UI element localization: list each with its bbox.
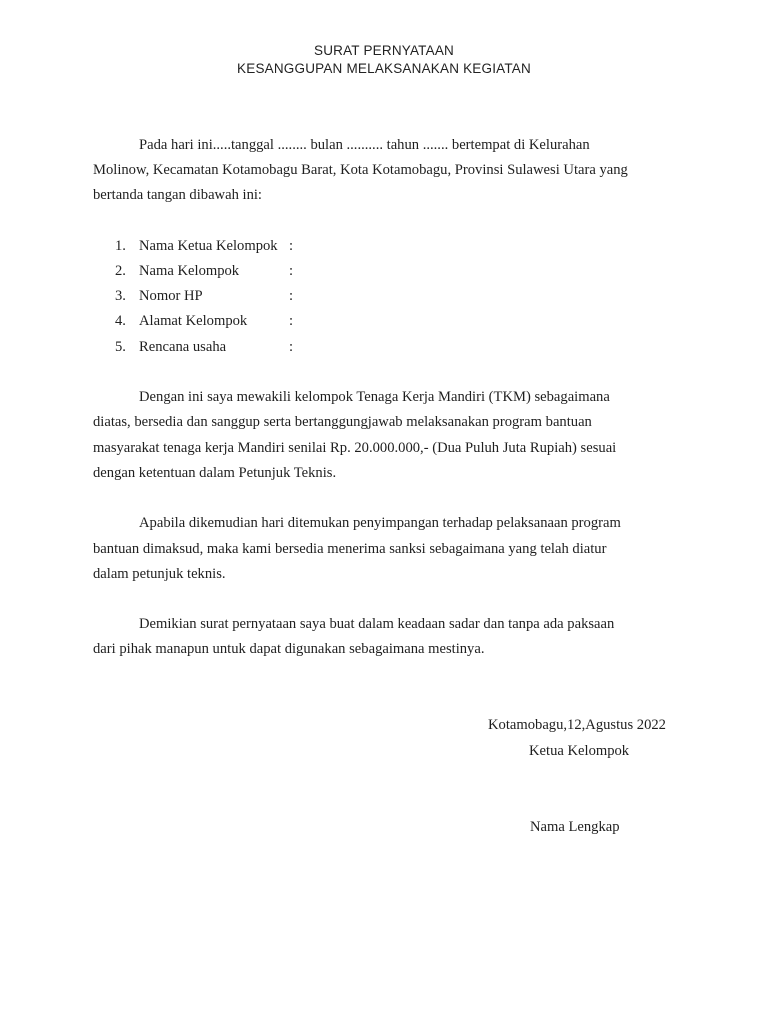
sanction-line-1: Apabila dikemudian hari ditemukan penyimpangan terhadap pelaksanaan program bbox=[139, 515, 621, 531]
list-item bbox=[0, 288, 768, 308]
list-item-colon: : bbox=[289, 263, 294, 279]
list-item-label: Nama Ketua Kelompok bbox=[139, 238, 278, 254]
statement-line-2: diatas, bersedia dan sanggup serta bertanggungjawab melaksanakan program bantuan bbox=[93, 414, 592, 430]
document-subtitle: KESANGGUPAN MELAKSANAKAN KEGIATAN bbox=[237, 61, 531, 76]
list-item-number: 1. bbox=[115, 238, 126, 254]
document-title: SURAT PERNYATAAN bbox=[314, 43, 454, 58]
closing-line-1: Demikian surat pernyataan saya buat dalam keadaan sadar dan tanpa ada paksaan bbox=[139, 616, 615, 632]
list-item bbox=[0, 339, 768, 359]
place-date: Kotamobagu,12,Agustus 2022 bbox=[488, 717, 666, 733]
statement-line-4: dengan ketentuan dalam Petunjuk Teknis. bbox=[93, 465, 337, 481]
statement-line-1: Dengan ini saya mewakili kelompok Tenaga Kerja Mandiri (TKM) sebagaimana bbox=[139, 389, 610, 405]
intro-line-1: Pada hari ini.....tanggal ........ bulan .......... tahun ....... bertempat di Kelurahan bbox=[139, 137, 590, 153]
intro-line-3: bertanda tangan dibawah ini: bbox=[93, 187, 262, 203]
list-item-label: Nama Kelompok bbox=[139, 263, 240, 279]
list-item-number: 2. bbox=[115, 263, 126, 279]
list-item-colon: : bbox=[289, 288, 294, 304]
sanction-line-2: bantuan dimaksud, maka kami bersedia menerima sanksi sebagaimana yang telah diatur bbox=[93, 541, 607, 557]
list-item-number: 3. bbox=[115, 288, 126, 304]
closing-line-2: dari pihak manapun untuk dapat digunakan sebagaimana mestinya. bbox=[93, 641, 485, 657]
list-item bbox=[0, 263, 768, 283]
list-item bbox=[0, 238, 768, 258]
intro-line-2: Molinow, Kecamatan Kotamobagu Barat, Kota Kotamobagu, Provinsi Sulawesi Utara yang bbox=[93, 162, 628, 178]
statement-line-3: masyarakat tenaga kerja Mandiri senilai Rp. 20.000.000,- (Dua Puluh Juta Rupiah) sesuai bbox=[93, 440, 617, 456]
sanction-line-3: dalam petunjuk teknis. bbox=[93, 566, 226, 582]
list-item bbox=[0, 313, 768, 333]
list-item-number: 5. bbox=[115, 339, 126, 355]
list-item-label: Nomor HP bbox=[139, 288, 203, 304]
list-item-label: Alamat Kelompok bbox=[139, 313, 248, 329]
list-item-colon: : bbox=[289, 313, 294, 329]
list-item-colon: : bbox=[289, 238, 294, 254]
signatory-name: Nama Lengkap bbox=[530, 819, 620, 835]
list-item-number: 4. bbox=[115, 313, 126, 329]
signatory-role: Ketua Kelompok bbox=[529, 743, 630, 759]
list-item-colon: : bbox=[289, 339, 294, 355]
list-item-label: Rencana usaha bbox=[139, 339, 227, 355]
